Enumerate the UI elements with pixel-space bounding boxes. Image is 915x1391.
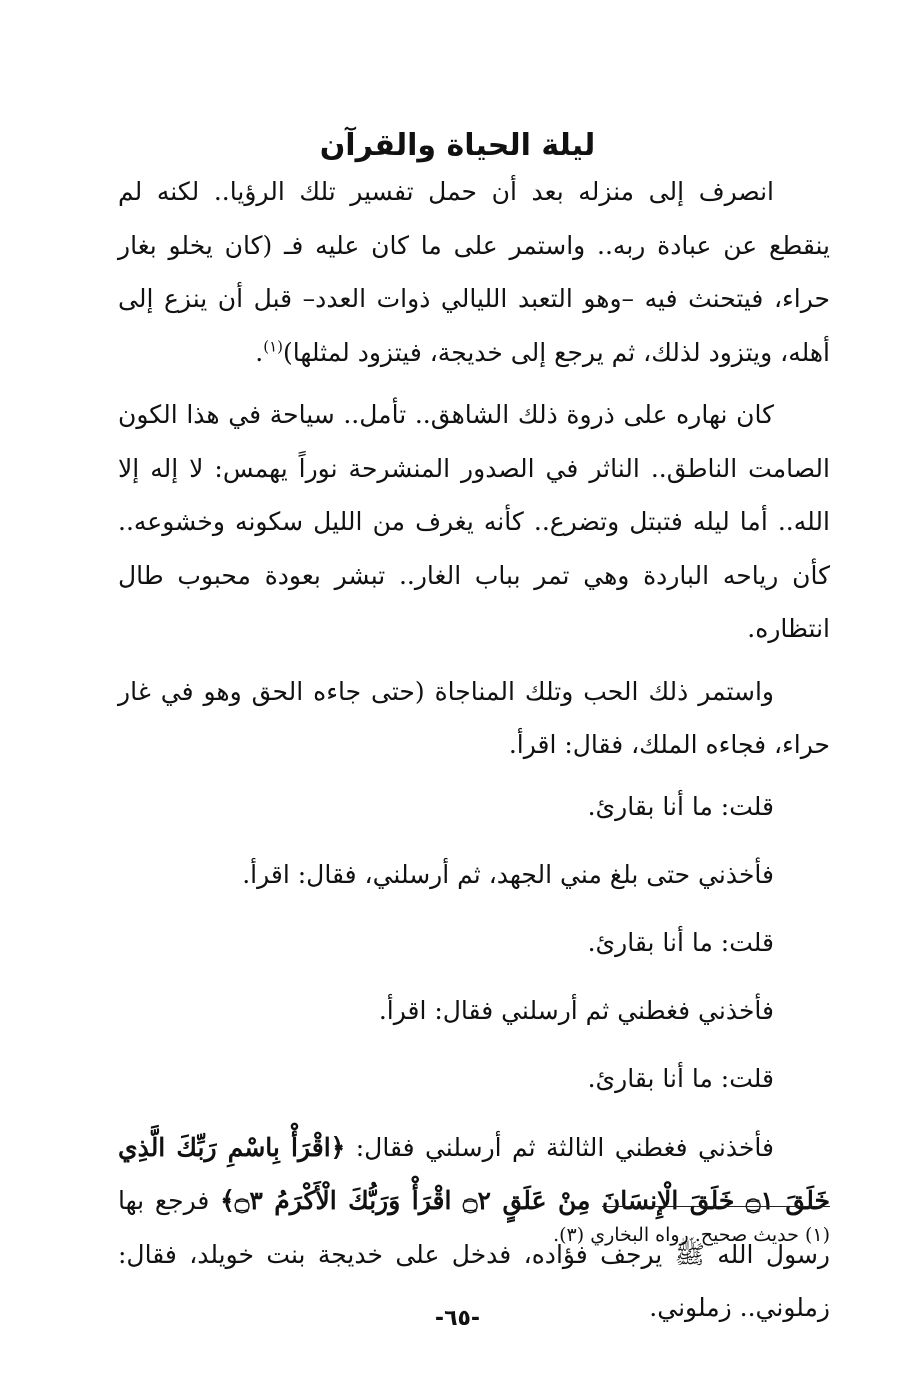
dialogue-line-4: فأخذني فغطني ثم أرسلني فقال: اقرأ. [378, 995, 774, 1025]
paragraph-3: واستمر ذلك الحب وتلك المناجاة (حتى جاءه الحق وهو في غار حراء، فجاءه الملك، فقال: اقرأ. [118, 676, 830, 759]
dialogue-line-1: قلت: ما أنا بقارئ. [587, 791, 774, 821]
dialogue-line-5: قلت: ما أنا بقارئ. [587, 1063, 774, 1093]
page-title: ليلة الحياة والقرآن [319, 128, 596, 164]
paragraph-1-end: . [255, 337, 264, 367]
footnote-separator [602, 1206, 830, 1207]
footnote-reference: (١) [263, 337, 283, 356]
paragraph-1-text: انصرف إلى منزله بعد أن حمل تفسير تلك الرؤيا.. لكنه لم ينقطع عن عبادة ربه.. واستمر على ما كان عليه فـ (كان يخلو بغار حراء، فيتحنث فيه –وهو التعبد الليالي ذوات العدد– قبل أن ينزع إلى أهله، ويتزود لذلك، ثم يرجع إلى خديجة، فيتزود لمثلها) [118, 177, 830, 367]
quran-verse: ﴿اقْرَأْ بِاسْمِ رَبِّكَ الَّذِي خَلَقَ ۝١ خَلَقَ الْإِنسَانَ مِنْ عَلَقٍ ۝٢ اقْرَأْ وَرَبُّكَ الْأَكْرَمُ ۝٣﴾ [118, 1132, 830, 1215]
paragraph-4-rest: فرجع بها رسول الله ﷺ يرجف فؤاده، فدخل على خديجة بنت خويلد، فقال: زملوني.. زملوني. [118, 1186, 830, 1322]
paragraph-2: كان نهاره على ذروة ذلك الشاهق.. تأمل.. سياحة في هذا الكون الصامت الناطق.. الناثر في الصدور المنشرحة نوراً يهمس: لا إله إلا الله.. أما ليله فتبتل وتضرع.. كأنه يغرف من الليل سكونه وخشوعه.. كأن رياحه الباردة وهي تمر بباب الغار.. تبشر بعودة محبوب طال انتظاره. [118, 400, 830, 643]
main-text [118, 165, 830, 1344]
paragraph-1 [118, 165, 830, 379]
dialogue-line-2: فأخذني حتى بلغ مني الجهد، ثم أرسلني، فقال: اقرأ. [242, 859, 774, 889]
paragraph-4-intro: فأخذني فغطني الثالثة ثم أرسلني فقال: [355, 1132, 774, 1162]
footnote: (١) حديث صحيح. رواه البخاري (٣). [553, 1224, 830, 1246]
dialogue-line-3: قلت: ما أنا بقارئ. [587, 927, 774, 957]
page-number: -٦٥- [434, 1306, 481, 1331]
